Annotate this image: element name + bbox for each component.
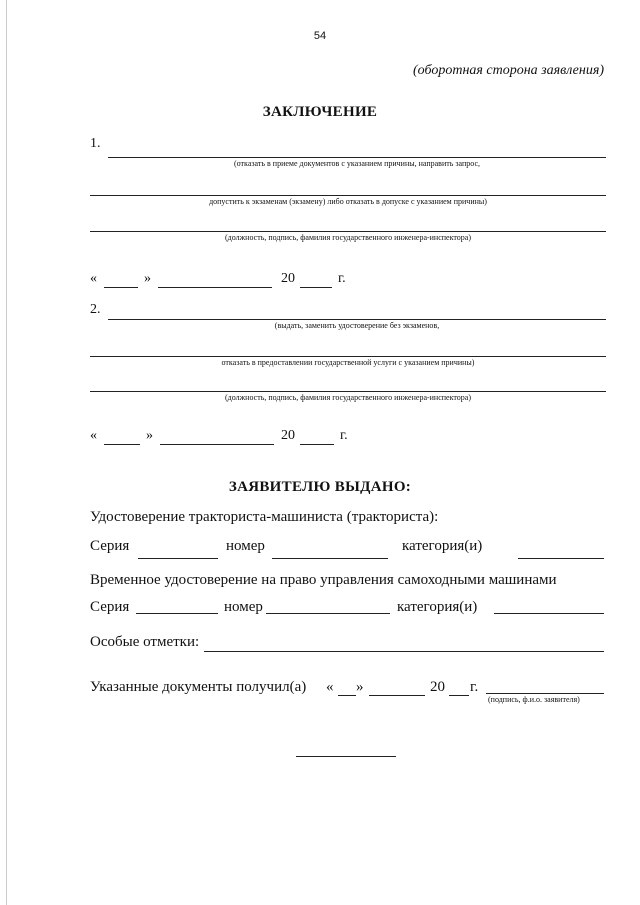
special-marks-label: Особые отметки: (90, 634, 200, 650)
received-year-field[interactable] (449, 695, 469, 696)
item2-year-prefix: 20 (281, 428, 295, 443)
received-label: Указанные документы получил(а) (90, 679, 307, 695)
page-number: 54 (313, 30, 327, 42)
item1-number: 1. (90, 136, 101, 151)
series-label-1: Серия (90, 538, 130, 554)
received-day-field[interactable] (338, 695, 356, 696)
item2-date-open-quote: « (90, 428, 97, 443)
item1-year-field[interactable] (300, 287, 332, 288)
page-subtitle: (оборотная сторона заявления) (413, 63, 604, 78)
item2-number: 2. (90, 302, 101, 317)
scan-edge (6, 0, 7, 905)
item1-day-field[interactable] (104, 287, 138, 288)
category-label-2: категория(и) (397, 599, 478, 615)
received-year-prefix: 20 (430, 679, 445, 695)
category-field-2[interactable] (494, 613, 604, 614)
signature-caption: (подпись, ф.и.о. заявителя) (488, 695, 580, 704)
item2-month-field[interactable] (160, 444, 274, 445)
item2-year-field[interactable] (300, 444, 334, 445)
item1-caption2: допустить к экзаменам (экзамену) либо отказать в допуске с указанием причины) (209, 197, 487, 206)
conclusion-title: ЗАКЛЮЧЕНИЕ (262, 104, 378, 120)
item1-month-field[interactable] (158, 287, 272, 288)
temp-license-label: Временное удостоверение на право управления самоходными машинами (90, 572, 557, 588)
item2-date-close-quote: » (146, 428, 153, 443)
item2-day-field[interactable] (104, 444, 140, 445)
item1-caption1: (отказать в приеме документов с указанием причины, направить запрос, (234, 159, 480, 168)
item1-year-suffix: г. (338, 271, 346, 286)
series-label-2: Серия (90, 599, 130, 615)
issued-title: ЗАЯВИТЕЛЮ ВЫДАНО: (228, 479, 412, 495)
category-label-1: категория(и) (402, 538, 483, 554)
series-field-2[interactable] (136, 613, 218, 614)
number-label-2: номер (224, 599, 263, 615)
item2-line2[interactable] (90, 356, 606, 357)
item1-date-close-quote: » (144, 271, 151, 286)
number-label-1: номер (226, 538, 265, 554)
signature-field[interactable] (486, 693, 604, 694)
number-field-2[interactable] (266, 613, 390, 614)
category-field-1[interactable] (518, 558, 604, 559)
received-year-suffix: г. (470, 679, 479, 695)
item2-caption1: (выдать, заменить удостоверение без экзаменов, (274, 321, 440, 330)
item2-caption3: (должность, подпись, фамилия государственного инженера-инспектора) (225, 393, 471, 402)
tractor-license-label: Удостоверение тракториста-машиниста (тракториста): (90, 509, 439, 525)
item2-line3[interactable] (90, 391, 606, 392)
received-close-quote: » (356, 679, 364, 695)
item2-caption2: отказать в предоставлении государственной услуги с указанием причины) (221, 358, 475, 367)
item2-line1[interactable] (108, 319, 606, 320)
item1-line2[interactable] (90, 195, 606, 196)
received-open-quote: « (326, 679, 334, 695)
number-field-1[interactable] (272, 558, 388, 559)
item2-year-suffix: г. (340, 428, 348, 443)
received-month-field[interactable] (369, 695, 425, 696)
special-marks-field[interactable] (204, 651, 604, 652)
item1-year-prefix: 20 (281, 271, 295, 286)
item1-date-open-quote: « (90, 271, 97, 286)
item1-line1[interactable] (108, 157, 606, 158)
item1-line3[interactable] (90, 231, 606, 232)
series-field-1[interactable] (138, 558, 218, 559)
item1-caption3: (должность, подпись, фамилия государственного инженера-инспектора) (225, 233, 471, 242)
bottom-rule (296, 756, 396, 757)
